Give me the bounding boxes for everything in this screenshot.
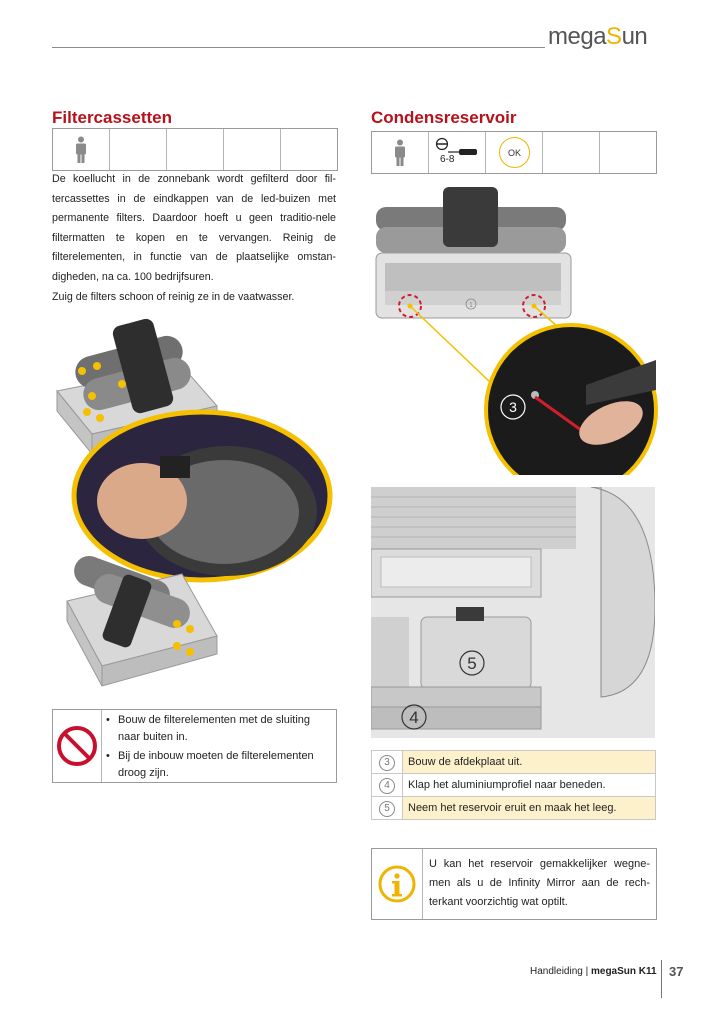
step-number: 5 (372, 797, 403, 820)
empty-cell (543, 132, 600, 173)
requirements-table-left (52, 128, 338, 171)
steps-table (371, 750, 656, 820)
callout-1-label: 1 (469, 302, 473, 309)
empty-cell (224, 129, 281, 170)
empty-cell (167, 129, 224, 170)
step-number: 4 (372, 774, 403, 797)
filter-description (52, 170, 336, 307)
person-icon (394, 139, 406, 167)
person-icon (75, 136, 87, 164)
reservoir-photo-drawing (371, 487, 655, 738)
reservoir-photo (371, 487, 655, 738)
footer-divider (661, 960, 662, 998)
screwdriver-icon (435, 137, 479, 155)
ok-cell (486, 132, 543, 173)
empty-cell (600, 132, 656, 173)
page-number: 37 (669, 964, 684, 979)
warning-icon-cell (53, 710, 102, 782)
table-row (372, 774, 656, 797)
magnified-filter-detail (74, 412, 330, 580)
info-note (371, 848, 657, 920)
paragraph: De koellucht in de zonnebank wordt gefilterd door fil-tercassettes in de eindkappen van de led-buizen met permanente filters. Daardoor hoeft u geen traditio-nele filtermatten te kopen en te vervangen. Reinig de filterelementen, in functie van de plaatselijke omstan-digheden, na ca. 100 bedrijfsuren. (52, 173, 336, 283)
step-text: Neem het reservoir eruit en maak het leeg. (403, 797, 656, 820)
warning-note (52, 709, 337, 783)
footer-label: Handleiding | megaSun K11 (530, 966, 657, 977)
brand-logo: megaSun (548, 23, 648, 50)
sunbed-removal-illustration (371, 185, 661, 475)
paragraph: Zuig de filters schoon of reinig ze in de vaatwasser. (52, 290, 295, 303)
info-text: U kan het reservoir gemakkelijker wegne-men als u de Infinity Mirror aan de rech-terkant voorzichtig wat optilt. (429, 858, 650, 908)
table-row (372, 797, 656, 820)
list-item: • Bouw de filterelementen met de sluiting naar buiten in. (106, 714, 310, 743)
section-title-condensreservoir: Condensreservoir (371, 108, 517, 127)
tool-cell (429, 132, 486, 173)
callout-4-label: 4 (409, 708, 419, 727)
info-icon (377, 864, 417, 904)
person-cell (53, 129, 110, 170)
callout-5-label: 5 (467, 654, 477, 673)
magnified-screw-detail (486, 325, 656, 475)
prohibition-icon (57, 726, 97, 766)
ok-badge: OK (499, 137, 530, 168)
step-text: Klap het aluminiumprofiel naar beneden. (403, 774, 656, 797)
empty-cell (281, 129, 337, 170)
info-icon-cell (372, 849, 423, 919)
filter-cassette-illustration (52, 306, 342, 706)
tool-size-label: 6-8 (440, 154, 455, 165)
warning-note-list (102, 710, 336, 782)
step-text: Bouw de afdekplaat uit. (403, 751, 656, 774)
table-row (372, 751, 656, 774)
section-title-filtercassetten: Filtercassetten (52, 108, 172, 127)
list-item: • Bij de inbouw moeten de filterelementen droog zijn. (106, 750, 314, 779)
header-rule (52, 47, 545, 48)
callout-3-label: 3 (509, 399, 517, 415)
empty-cell (110, 129, 167, 170)
step-number: 3 (372, 751, 403, 774)
person-cell (372, 132, 429, 173)
requirements-table-right (371, 131, 657, 174)
